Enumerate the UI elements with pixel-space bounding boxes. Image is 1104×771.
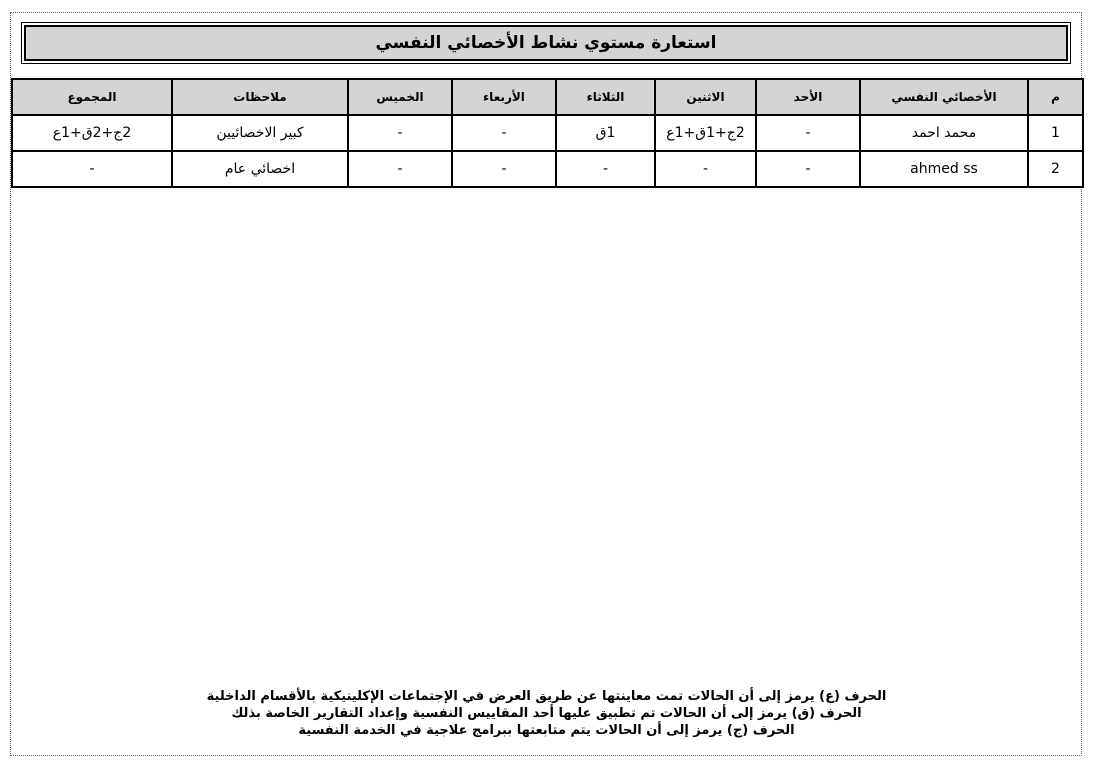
footnote-jeem: الحرف (ج) يرمز إلى أن الحالات يتم متابعتها ببرامج علاجية في الخدمة النفسية <box>298 723 795 738</box>
table-row <box>12 151 1083 187</box>
cell-num: 2 <box>1028 151 1083 187</box>
header-tuesday: الثلاثاء <box>556 79 655 115</box>
table-row <box>12 115 1083 151</box>
cell-thursday: - <box>348 151 452 187</box>
cell-tuesday: - <box>556 151 655 187</box>
header-monday: الاثنين <box>655 79 756 115</box>
header-notes: ملاحظات <box>172 79 348 115</box>
footnote-qaf: الحرف (ق) يرمز إلى أن الحالات تم تطبيق عليها أحد المقاييس النفسية وإعداد التقارير الخاصة بذلك <box>231 706 862 721</box>
cell-total: 2ج+2ق+1ع <box>12 115 172 151</box>
cell-tuesday: 1ق <box>556 115 655 151</box>
cell-name: محمد احمد <box>860 115 1028 151</box>
cell-wednesday: - <box>452 115 556 151</box>
header-psychologist: الأخصائي النفسي <box>860 79 1028 115</box>
header-wednesday: الأربعاء <box>452 79 556 115</box>
cell-name: ahmed ss <box>860 151 1028 187</box>
header-total: المجموع <box>12 79 172 115</box>
activity-table <box>11 78 1084 188</box>
cell-num: 1 <box>1028 115 1083 151</box>
footnote-ain: الحرف (ع) يرمز إلى أن الحالات تمت معاينتها عن طريق العرض في الإجتماعات الإكلينيكية بالأقسام الداخلية <box>206 689 887 704</box>
cell-monday: - <box>655 151 756 187</box>
legend-footnotes <box>11 688 1082 739</box>
cell-thursday: - <box>348 115 452 151</box>
header-sunday: الأحد <box>756 79 860 115</box>
cell-wednesday: - <box>452 151 556 187</box>
report-title-box <box>21 22 1071 64</box>
table-header-row <box>12 79 1083 115</box>
header-num: م <box>1028 79 1083 115</box>
cell-notes: كبير الاخصائيين <box>172 115 348 151</box>
cell-monday: 2ج+1ق+1ع <box>655 115 756 151</box>
cell-sunday: - <box>756 115 860 151</box>
header-thursday: الخميس <box>348 79 452 115</box>
cell-sunday: - <box>756 151 860 187</box>
report-title: استعارة مستوي نشاط الأخصائي النفسي <box>24 25 1068 61</box>
cell-total: - <box>12 151 172 187</box>
cell-notes: اخصائي عام <box>172 151 348 187</box>
